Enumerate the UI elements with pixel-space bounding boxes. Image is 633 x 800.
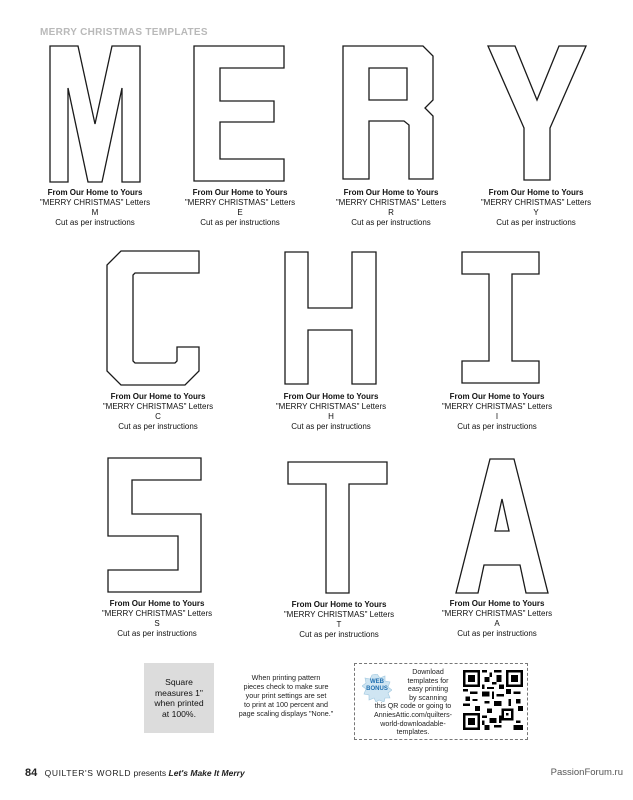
caption-h: From Our Home to Yours "MERRY CHRISTMAS" Letters H Cut as per instructions [275,392,387,431]
qr-code-icon[interactable] [463,670,523,730]
caption-t: From Our Home to Yours "MERRY CHRISTMAS" Letters T Cut as per instructions [283,600,395,639]
caption-c: From Our Home to Yours "MERRY CHRISTMAS" Letters C Cut as per instructions [102,392,214,431]
letter-s-template [108,458,201,592]
caption-e: From Our Home to Yours "MERRY CHRISTMAS" Letters E Cut as per instructions [184,188,296,227]
web-bonus-text: Download templates for easy printing by scanning this QR code or going to AnniesAttic.com/quilters- world-downloadable- templates. [373,668,453,737]
page-header: MERRY CHRISTMAS TEMPLATES [40,27,208,38]
letter-a-template [456,459,548,593]
letter-h-template [285,252,376,384]
test-square: Square measures 1" when printed at 100%. [144,663,214,733]
caption-a: From Our Home to Yours "MERRY CHRISTMAS" Letters A Cut as per instructions [441,599,553,638]
publication-title: Let's Make It Merry [168,768,245,778]
caption-r: From Our Home to Yours "MERRY CHRISTMAS" Letters R Cut as per instructions [335,188,447,227]
letter-c-template [107,251,199,385]
presents-text: presents [133,768,167,778]
caption-m: From Our Home to Yours "MERRY CHRISTMAS" Letters M Cut as per instructions [39,188,151,227]
letter-y-template [488,46,586,180]
caption-s: From Our Home to Yours "MERRY CHRISTMAS" Letters S Cut as per instructions [101,599,213,638]
page-number: 84 [25,767,38,779]
watermark: PassionForum.ru [550,767,623,778]
caption-y: From Our Home to Yours "MERRY CHRISTMAS" Letters Y Cut as per instructions [480,188,592,227]
letter-i-template [462,252,539,383]
web-bonus-box [354,663,528,740]
letter-e-template [194,46,284,181]
print-note: When printing pattern pieces check to make sure your print settings are set to print at 100 percent and page scaling displays "None." [238,673,334,718]
caption-i: From Our Home to Yours "MERRY CHRISTMAS" Letters I Cut as per instructions [441,392,553,431]
page-footer [25,767,245,779]
letter-r-template [343,46,435,179]
letter-t-template [288,462,387,593]
web-bonus-label: WEB BONUS [366,679,388,692]
magazine-name: QUILTER'S WORLD [44,768,132,778]
letter-m-template [50,46,140,182]
